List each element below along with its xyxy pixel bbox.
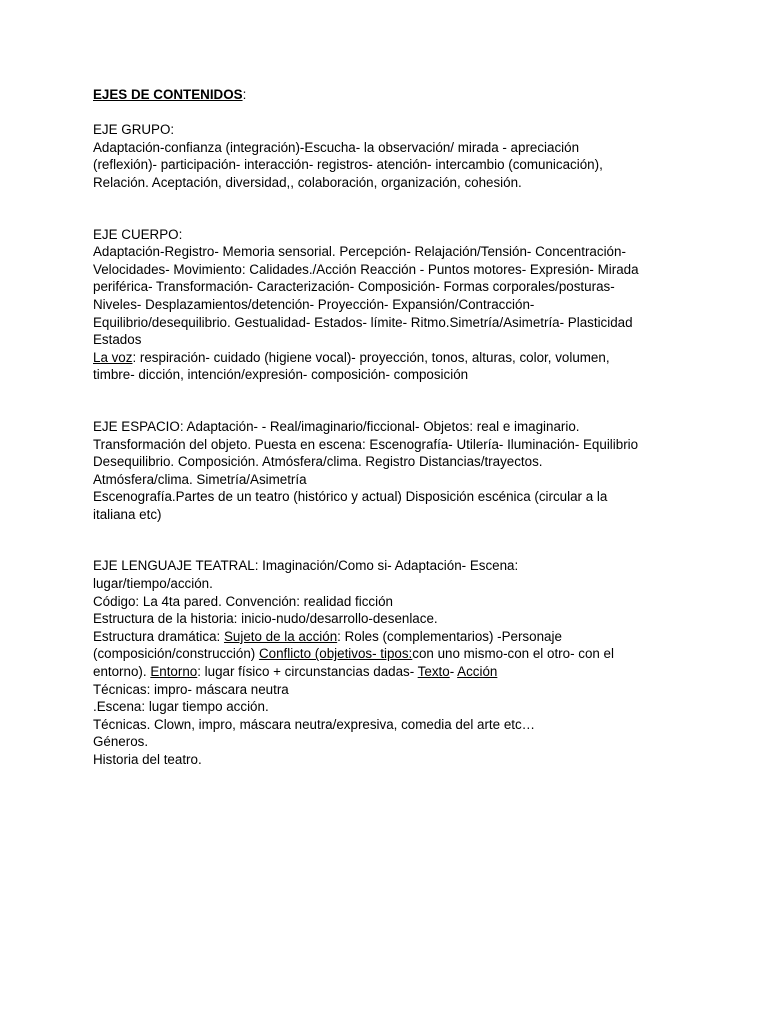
text-line: Relación. Aceptación, diversidad,, colaboración, organización, cohesión.	[93, 174, 522, 190]
section-heading: EJE CUERPO:	[93, 226, 183, 242]
texto-text: Texto	[417, 664, 450, 680]
entorno-line	[93, 663, 693, 681]
text-segment: : Roles (complementarios) -Personaje	[337, 628, 562, 644]
section-espacio	[93, 418, 693, 524]
spacer	[93, 384, 693, 418]
text-line: Técnicas. Clown, impro, máscara neutra/expresiva, comedia del arte etc…	[93, 716, 536, 732]
spacer	[93, 192, 693, 226]
text-line: Adaptación-Registro- Memoria sensorial. Percepción- Relajación/Tensión- Concentración-	[93, 244, 626, 260]
entorno-text: Entorno	[150, 664, 198, 680]
voz-line	[93, 349, 693, 367]
text-line: italiana etc)	[93, 506, 162, 522]
text-segment: : lugar físico + circunstancias dadas-	[197, 664, 418, 680]
text-line: Estados	[93, 332, 142, 348]
title-colon: :	[242, 87, 247, 102]
conflicto-line	[93, 645, 693, 663]
text-line: EJE LENGUAJE TEATRAL: Imaginación/Como si- Adaptación- Escena:	[93, 558, 519, 574]
section-heading: EJE GRUPO:	[93, 122, 175, 138]
voz-label: La voz	[93, 349, 133, 365]
section-grupo	[93, 121, 693, 191]
text-line: .Escena: lugar tiempo acción.	[93, 699, 269, 715]
spacer	[93, 523, 693, 557]
document-title	[93, 86, 693, 104]
estructura-dramatica-line	[93, 628, 693, 646]
text-line: (reflexión)- participación- interacción- registros- atención- intercambio (comunicación),	[93, 157, 603, 173]
text-line: Niveles- Desplazamientos/detención- Proyección- Expansión/Contracción-	[93, 296, 535, 312]
text-line: lugar/tiempo/acción.	[93, 576, 213, 592]
text-line: Equilibrio/desequilibrio. Gestualidad- Estados- límite- Ritmo.Simetría/Asimetría- Plasticidad	[93, 314, 633, 330]
text-line: Géneros.	[93, 734, 149, 750]
spacer	[93, 104, 693, 122]
accion-text: Acción	[457, 664, 498, 680]
text-segment: Estructura dramática:	[93, 628, 224, 644]
text-line: Escenografía.Partes de un teatro (histórico y actual) Disposición escénica (circular a la	[93, 489, 608, 505]
text-segment: entorno).	[93, 664, 151, 680]
conflicto-text: Conflicto (objetivos- tipos:	[258, 646, 413, 662]
sujeto-accion-text: Sujeto de la acción	[223, 628, 338, 644]
text-line: timbre- dicción, intención/expresión- composición- composición	[93, 367, 469, 383]
text-line: Adaptación-confianza (integración)-Escucha- la observación/ mirada - apreciación	[93, 139, 580, 155]
section-cuerpo	[93, 226, 693, 384]
text-segment: con uno mismo-con el otro- con el	[412, 646, 614, 662]
text-line: Desequilibrio. Composición. Atmósfera/clima. Registro Distancias/trayectos.	[93, 454, 543, 470]
text-line: periférica- Transformación- Caracterización- Composición- Formas corporales/posturas-	[93, 279, 615, 295]
text-segment: (composición/construcción)	[93, 646, 259, 662]
text-line: EJE ESPACIO: Adaptación- - Real/imaginario/ficcional- Objetos: real e imaginario.	[93, 418, 580, 434]
section-lenguaje	[93, 557, 693, 768]
text-segment: -	[449, 664, 458, 680]
document-page	[93, 86, 693, 769]
title-text: EJES DE CONTENIDOS	[93, 87, 243, 102]
text-line: Estructura de la historia: inicio-nudo/desarrollo-desenlace.	[93, 611, 438, 627]
text-line: Atmósfera/clima. Simetría/Asimetría	[93, 471, 307, 487]
text-line: Técnicas: impro- máscara neutra	[93, 681, 289, 697]
text-line: Código: La 4ta pared. Convención: realidad ficción	[93, 593, 393, 609]
text-line: Historia del teatro.	[93, 752, 202, 767]
text-line: Velocidades- Movimiento: Calidades./Acción Reacción - Puntos motores- Expresión- Mirada	[93, 261, 639, 277]
voz-text: : respiración- cuidado (higiene vocal)- proyección, tonos, alturas, color, volumen,	[132, 349, 610, 365]
text-line: Transformación del objeto. Puesta en escena: Escenografía- Utilería- Iluminación- Equilibrio	[93, 436, 639, 452]
